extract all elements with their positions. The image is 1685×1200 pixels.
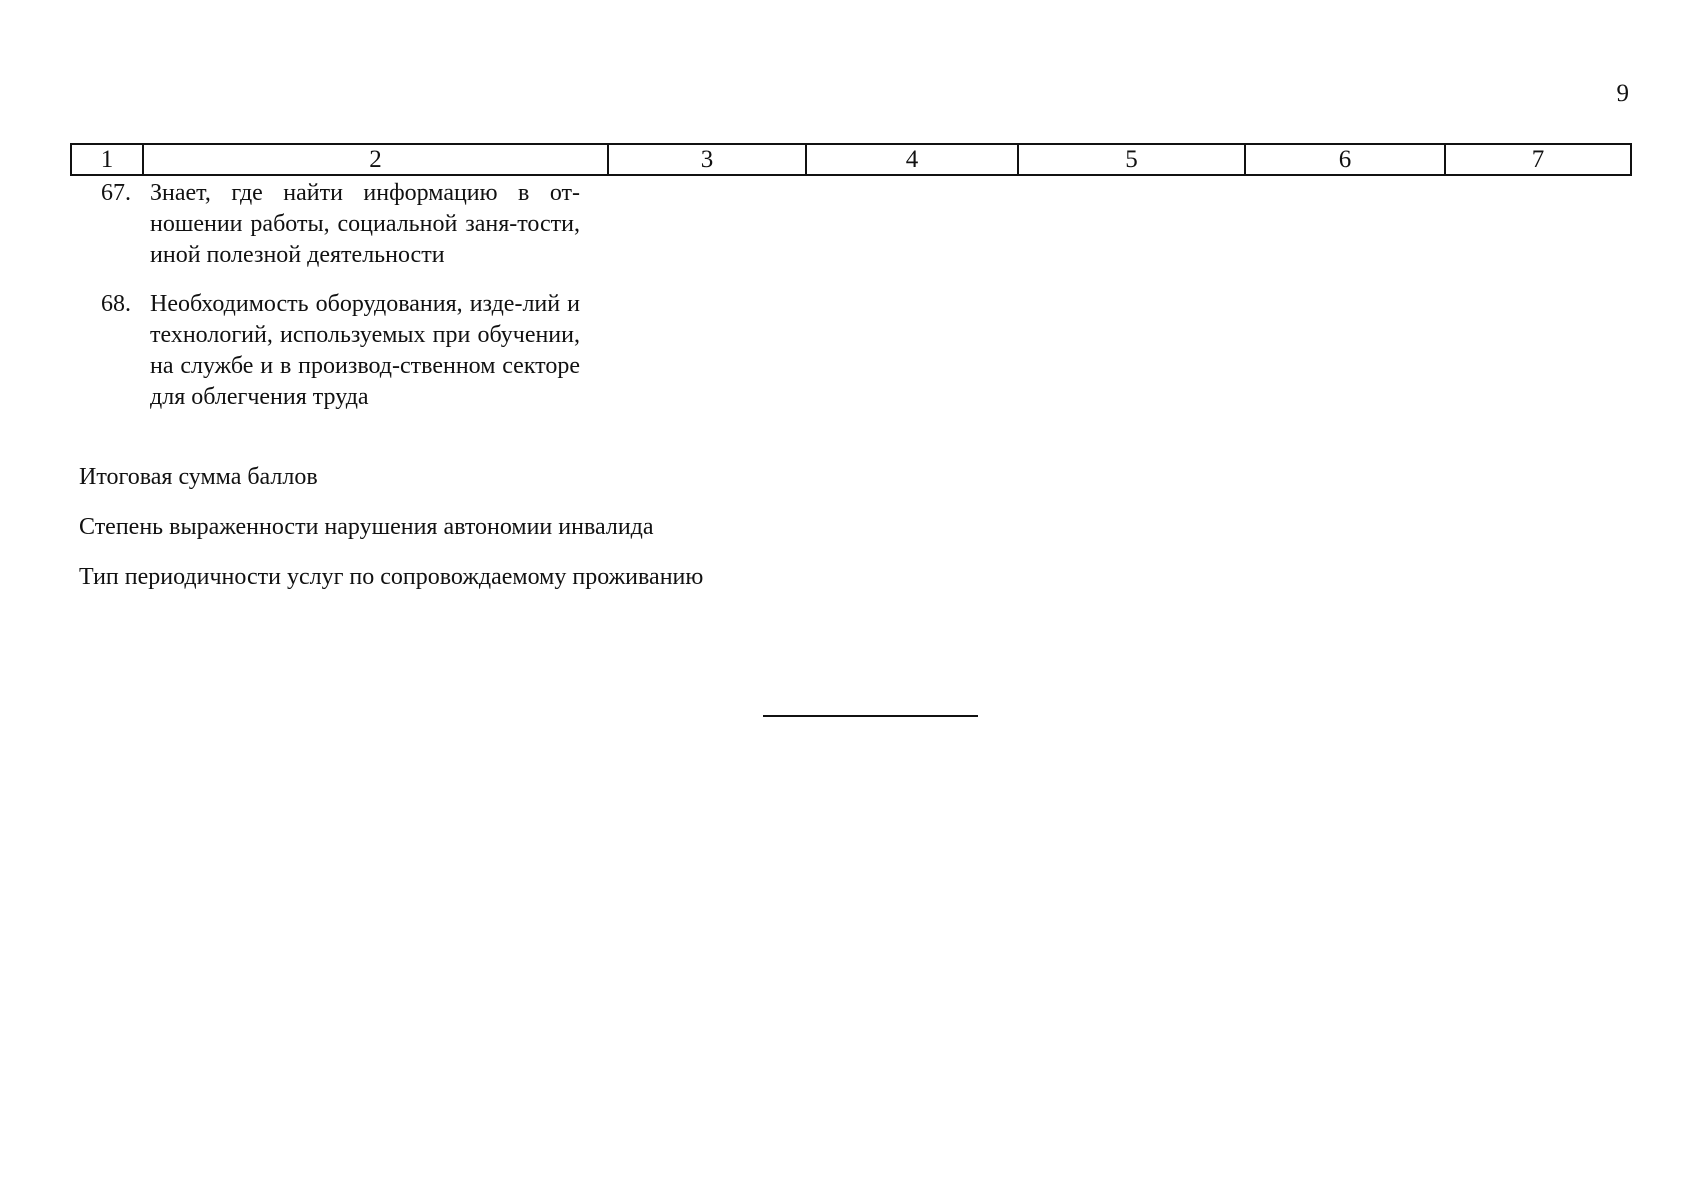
column-header-table: [70, 143, 1632, 176]
column-header-7: 7: [1445, 144, 1631, 175]
total-score-label: Итоговая сумма баллов: [79, 464, 318, 490]
column-header-2: 2: [143, 144, 608, 175]
end-of-document-rule: [763, 715, 978, 717]
row-text: Знает, где найти информацию в от-ношении работы, социальной заня-тости, иной полезной деятельности: [150, 180, 580, 268]
row-number: 67.: [101, 180, 131, 206]
column-header-row: [71, 144, 1631, 175]
column-header-6: 6: [1245, 144, 1445, 175]
row-text: Необходимость оборудования, изде-лий и технологий, используемых при обучении, на службе и в производ-ственном секторе для облегчения труда: [150, 291, 580, 410]
autonomy-degree-label: Степень выраженности нарушения автономии инвалида: [79, 514, 654, 540]
row-number: 68.: [101, 291, 131, 317]
column-header-4: 4: [806, 144, 1018, 175]
criteria-list: [70, 178, 630, 431]
criteria-row-68: [70, 289, 630, 413]
periodicity-type-label: Тип периодичности услуг по сопровождаемому проживанию: [79, 564, 704, 590]
column-header-3: 3: [608, 144, 806, 175]
criteria-row-67: [70, 178, 630, 271]
column-header-5: 5: [1018, 144, 1245, 175]
page-number: 9: [1616, 80, 1629, 107]
column-header-1: 1: [71, 144, 143, 175]
